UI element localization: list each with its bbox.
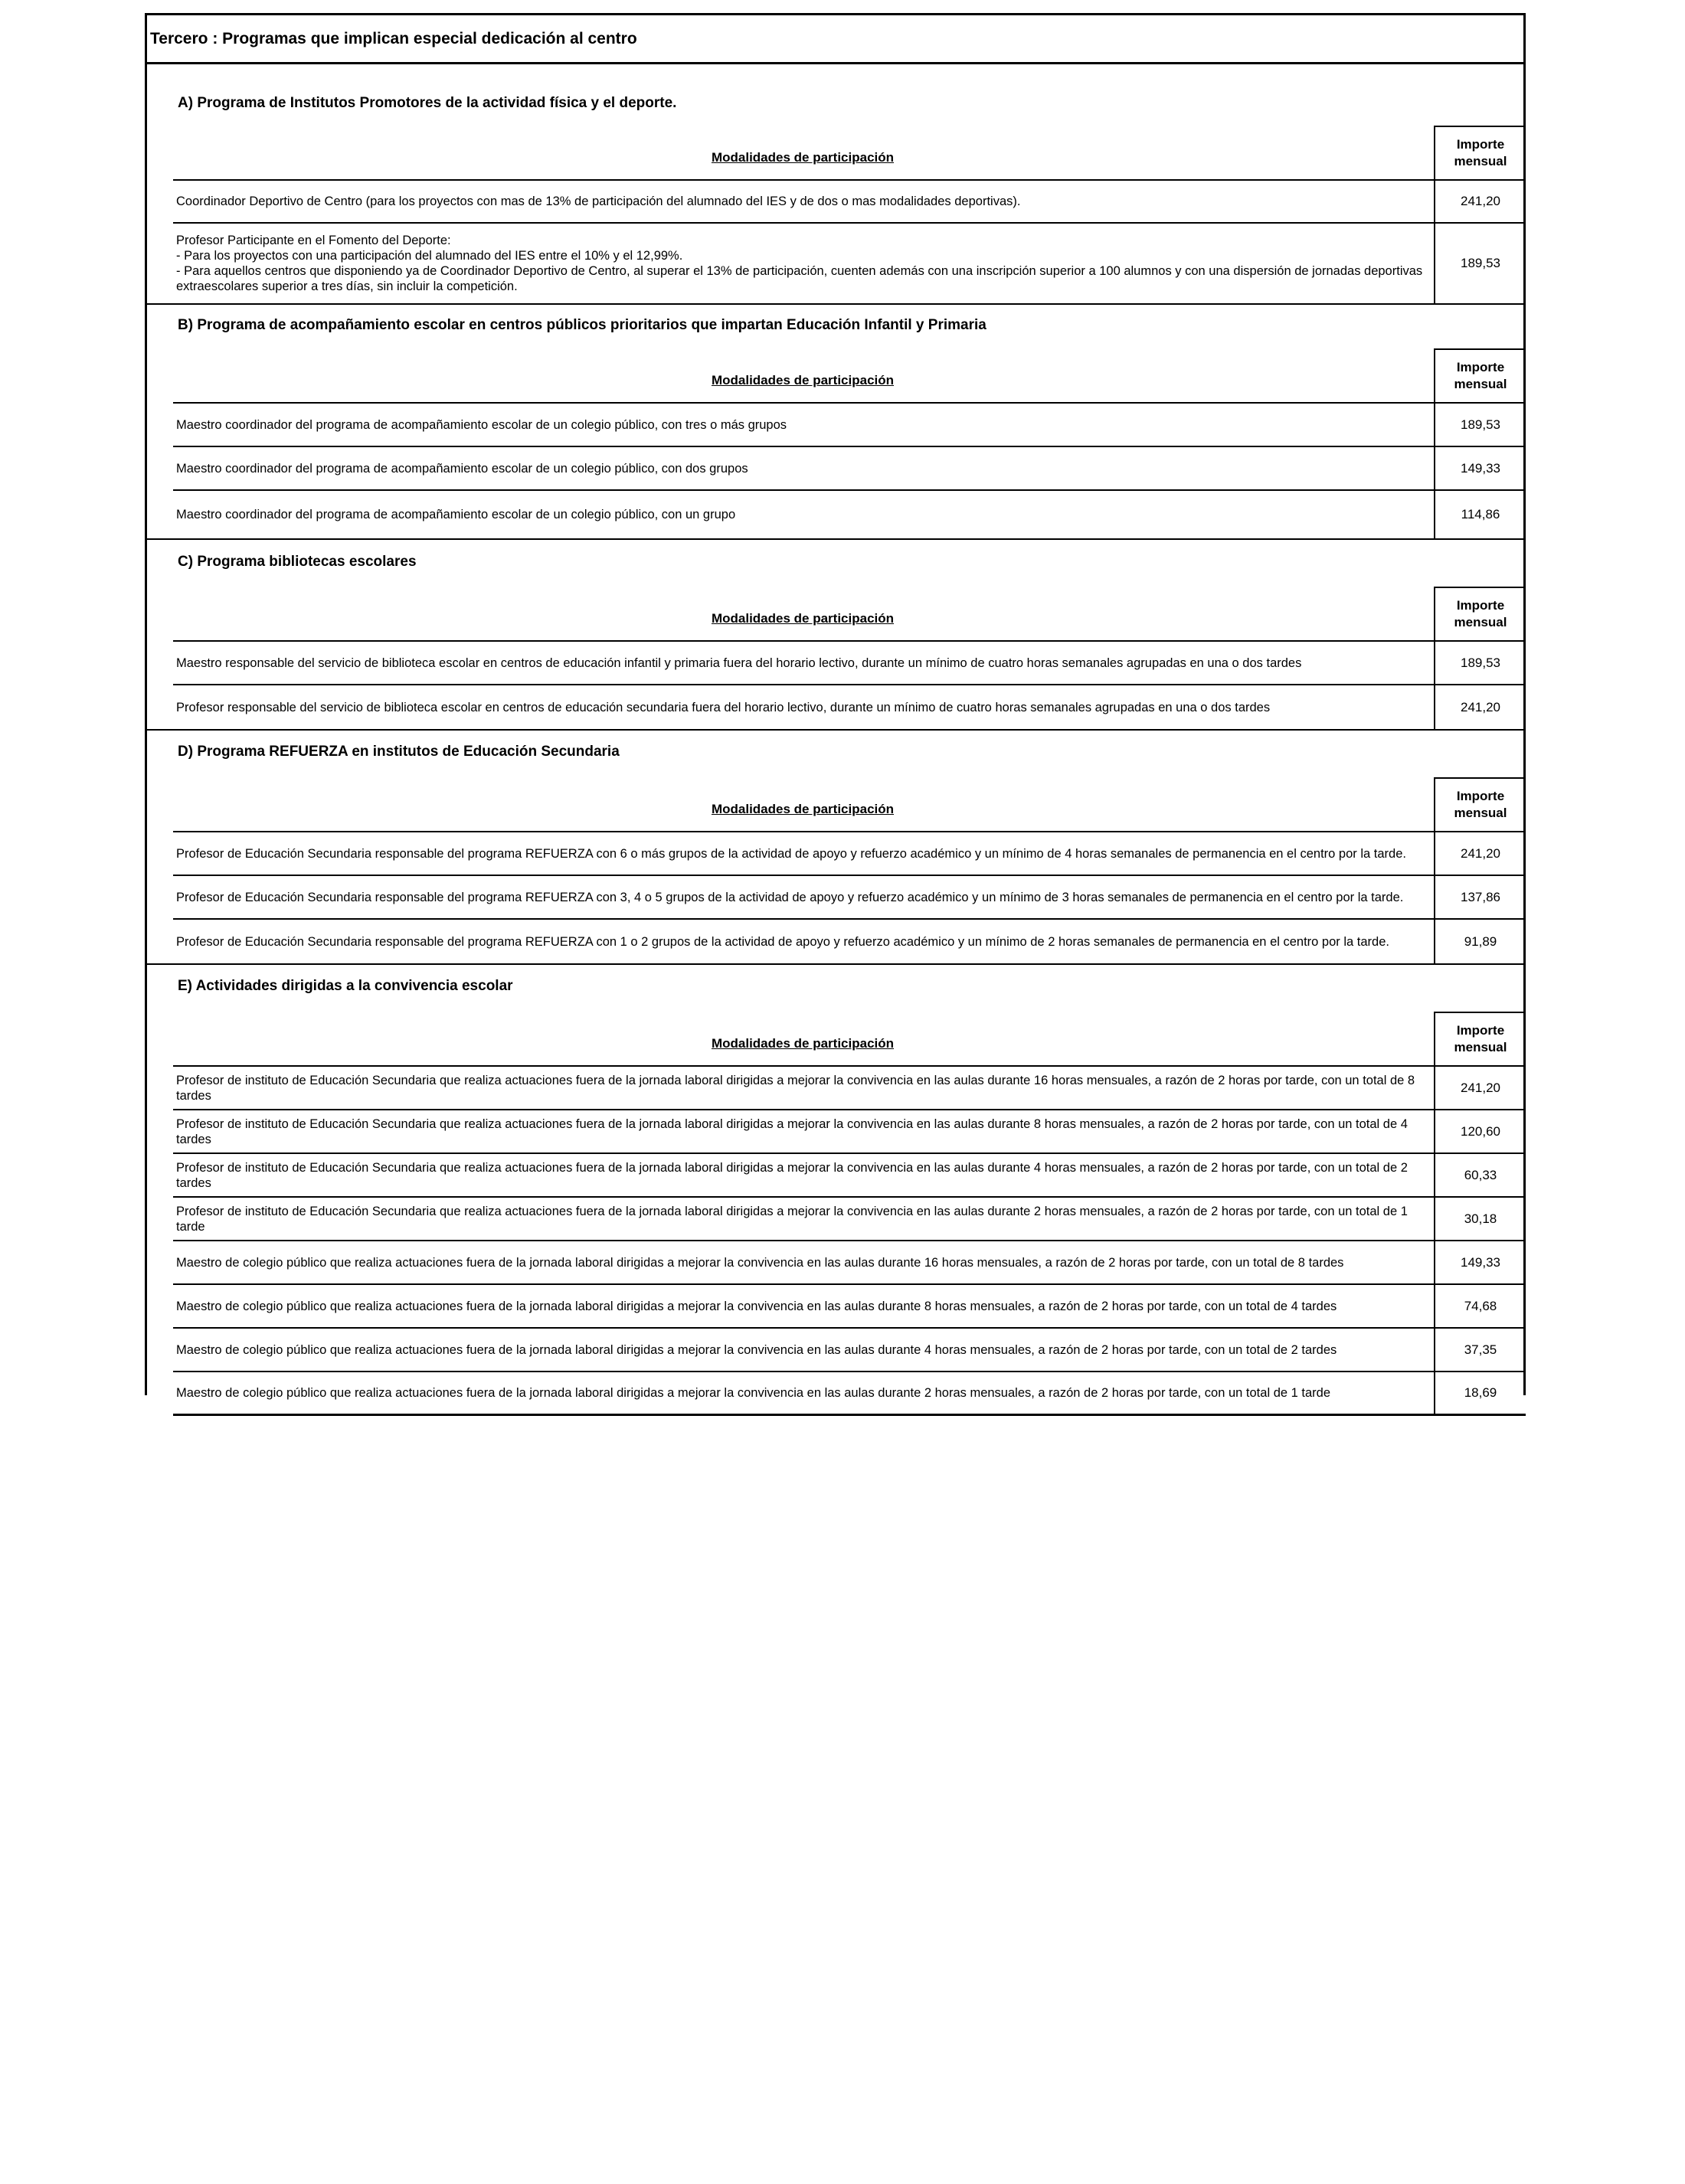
table-row [173, 404, 1526, 447]
row-description: Maestro coordinador del programa de acompañamiento escolar de un colegio público, con dos grupos [176, 461, 748, 476]
table-header-row [173, 1013, 1526, 1067]
table-row [173, 1110, 1526, 1154]
column-header-modalidades: Modalidades de participación [711, 1036, 895, 1051]
table-row [173, 1372, 1526, 1416]
row-amount: 74,68 [1434, 1285, 1526, 1327]
row-amount: 37,35 [1434, 1329, 1526, 1371]
row-description: Profesor de instituto de Educación Secundaria que realiza actuaciones fuera de la jornada laboral dirigidas a mejorar la convivencia en las aulas durante 8 horas mensuales, a razón de 2 horas por tarde, con un total de 4 tardes [176, 1117, 1408, 1146]
row-amount: 60,33 [1434, 1154, 1526, 1196]
column-header-modalidades: Modalidades de participación [711, 611, 895, 626]
table-row [173, 832, 1526, 876]
row-description: Profesor de instituto de Educación Secundaria que realiza actuaciones fuera de la jornada laboral dirigidas a mejorar la convivencia en las aulas durante 2 horas mensuales, a razón de 2 horas por tarde, con un total de 1 tarde [176, 1204, 1408, 1234]
row-description: Profesor Participante en el Fomento del Deporte: - Para los proyectos con una participación del alumnado del IES entre el 10% y el 12,99%. - Para aquellos centros que disponiendo ya de Coordinador Deportivo de Centro, al superar el 13% de participación, cuenten además con una inscripción superior a 100 alumnos y con una dispersión de jornadas deportivas extraescolares superior a tres días, sin incluir la competición. [176, 234, 1423, 293]
column-header-modalidades: Modalidades de participación [711, 802, 895, 816]
row-amount: 149,33 [1434, 447, 1526, 489]
row-amount: 114,86 [1434, 491, 1526, 538]
table-row [173, 1067, 1526, 1110]
row-description: Profesor responsable del servicio de biblioteca escolar en centros de educación secundaria fuera del horario lectivo, durante un mínimo de cuatro horas semanales agrupadas en una o dos tardes [176, 700, 1271, 714]
row-description: Maestro de colegio público que realiza actuaciones fuera de la jornada laboral dirigidas a mejorar la convivencia en las aulas durante 8 horas mensuales, a razón de 2 horas por tarde, con un total de 4 tardes [176, 1299, 1337, 1313]
column-header-importe: Importe mensual [1434, 348, 1526, 402]
row-amount: 241,20 [1434, 1067, 1526, 1109]
table-header-row [173, 779, 1526, 832]
table-row [173, 1198, 1526, 1241]
column-header-importe: Importe mensual [1434, 777, 1526, 831]
table-row [173, 224, 1526, 303]
section-e [147, 963, 1523, 1398]
row-amount: 91,89 [1434, 920, 1526, 963]
row-description: Maestro responsable del servicio de biblioteca escolar en centros de educación infantil y primaria fuera del horario lectivo, durante un mínimo de cuatro horas semanales agrupadas en una o dos tardes [176, 656, 1302, 670]
table-row [173, 1329, 1526, 1372]
row-description: Profesor de Educación Secundaria responsable del programa REFUERZA con 3, 4 o 5 grupos de la actividad de apoyo y refuerzo académico y un mínimo de 3 horas semanales de permanencia en el centro por la tarde. [176, 890, 1404, 904]
row-description: Maestro de colegio público que realiza actuaciones fuera de la jornada laboral dirigidas a mejorar la convivencia en las aulas durante 2 horas mensuales, a razón de 2 horas por tarde, con un total de 1 tarde [176, 1386, 1331, 1400]
table-header-row [173, 127, 1526, 181]
table-row [173, 1241, 1526, 1285]
row-amount: 18,69 [1434, 1372, 1526, 1414]
table-row [173, 491, 1526, 538]
row-description: Maestro de colegio público que realiza actuaciones fuera de la jornada laboral dirigidas a mejorar la convivencia en las aulas durante 16 horas mensuales, a razón de 2 horas por tarde, con un total de 8 tardes [176, 1255, 1344, 1270]
section-d [147, 729, 1523, 965]
table-row [173, 181, 1526, 224]
table-header-row [173, 588, 1526, 642]
table-row [173, 1154, 1526, 1198]
row-description: Coordinador Deportivo de Centro (para los proyectos con mas de 13% de participación del alumnado del IES y de dos o mas modalidades deportivas). [176, 195, 1021, 208]
row-amount: 30,18 [1434, 1198, 1526, 1240]
row-description: Profesor de Educación Secundaria responsable del programa REFUERZA con 6 o más grupos de la actividad de apoyo y refuerzo académico y un mínimo de 4 horas semanales de permanencia en el centro por la tarde. [176, 846, 1406, 861]
section-title: E) Actividades dirigidas a la convivencia escolar [178, 978, 513, 994]
row-amount: 189,53 [1434, 642, 1526, 684]
column-header-modalidades: Modalidades de participación [711, 150, 895, 165]
column-header-importe: Importe mensual [1434, 126, 1526, 179]
column-header-importe: Importe mensual [1434, 1012, 1526, 1065]
table-row [173, 920, 1526, 963]
row-description: Profesor de Educación Secundaria responsable del programa REFUERZA con 1 o 2 grupos de la actividad de apoyo y refuerzo académico y un mínimo de 2 horas semanales de permanencia en el centro por la tarde. [176, 934, 1389, 949]
section-title: B) Programa de acompañamiento escolar en centros públicos prioritarios que impartan Educación Infantil y Primaria [178, 317, 986, 333]
document-page [145, 13, 1526, 1400]
column-header-importe: Importe mensual [1434, 587, 1526, 640]
row-amount: 137,86 [1434, 876, 1526, 918]
table-row [173, 447, 1526, 491]
row-amount: 241,20 [1434, 181, 1526, 222]
table-row [173, 642, 1526, 685]
row-amount: 120,60 [1434, 1110, 1526, 1152]
row-description: Profesor de instituto de Educación Secundaria que realiza actuaciones fuera de la jornada laboral dirigidas a mejorar la convivencia en las aulas durante 16 horas mensuales, a razón de 2 horas por tarde, con un total de 8 tardes [176, 1073, 1415, 1103]
row-amount: 189,53 [1434, 404, 1526, 446]
section-c [147, 538, 1523, 731]
row-description: Profesor de instituto de Educación Secundaria que realiza actuaciones fuera de la jornada laboral dirigidas a mejorar la convivencia en las aulas durante 4 horas mensuales, a razón de 2 horas por tarde, con un total de 2 tardes [176, 1160, 1408, 1190]
section-title: A) Programa de Institutos Promotores de la actividad física y el deporte. [178, 95, 677, 111]
row-description: Maestro coordinador del programa de acompañamiento escolar de un colegio público, con tres o más grupos [176, 417, 787, 432]
section-title: D) Programa REFUERZA en institutos de Educación Secundaria [178, 744, 620, 760]
section-title: C) Programa bibliotecas escolares [178, 554, 417, 570]
row-amount: 241,20 [1434, 685, 1526, 729]
row-description: Maestro coordinador del programa de acompañamiento escolar de un colegio público, con un grupo [176, 508, 736, 521]
document-title: Tercero : Programas que implican especial dedicación al centro [147, 15, 1523, 64]
table-row [173, 685, 1526, 729]
row-amount: 189,53 [1434, 224, 1526, 303]
row-amount: 149,33 [1434, 1241, 1526, 1283]
row-description: Maestro de colegio público que realiza actuaciones fuera de la jornada laboral dirigidas a mejorar la convivencia en las aulas durante 4 horas mensuales, a razón de 2 horas por tarde, con un total de 2 tardes [176, 1342, 1337, 1357]
section-a [147, 64, 1523, 305]
table-header-row [173, 350, 1526, 404]
column-header-modalidades: Modalidades de participación [711, 373, 895, 387]
table-row [173, 876, 1526, 920]
section-b [147, 303, 1523, 540]
row-amount: 241,20 [1434, 832, 1526, 875]
table-row [173, 1285, 1526, 1329]
